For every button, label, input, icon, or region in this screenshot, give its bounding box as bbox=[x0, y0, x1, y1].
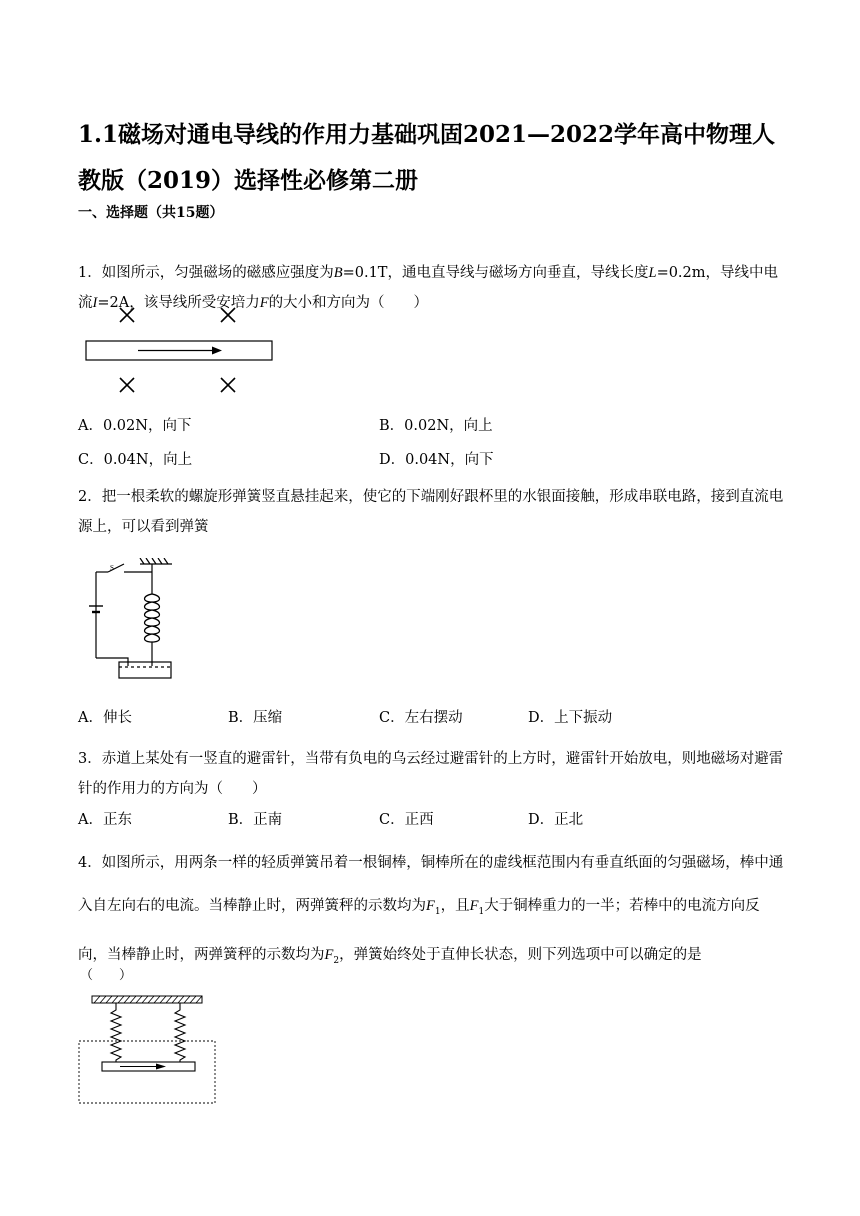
question-2-option-c[interactable]: C．左右摆动 bbox=[379, 710, 463, 726]
question-2-option-a[interactable]: A．伸长 bbox=[78, 710, 132, 726]
question-2-figure bbox=[86, 558, 186, 684]
question-3-option-c[interactable]: C．正西 bbox=[379, 812, 434, 828]
question-4-answer-paren: （ ） bbox=[80, 968, 133, 983]
question-2-option-d[interactable]: D．上下振动 bbox=[528, 710, 613, 726]
question-3-option-d[interactable]: D．正北 bbox=[528, 812, 584, 828]
svg-text:S: S bbox=[110, 564, 114, 572]
question-1-figure bbox=[80, 304, 280, 400]
question-3-option-a[interactable]: A．正东 bbox=[78, 812, 132, 828]
question-2-stem: 2．把一根柔软的螺旋形弹簧竖直悬挂起来，使它的下端刚好跟杯里的水银面接触，形成串联电路，接到直流电源上，可以看到弹簧 bbox=[78, 489, 784, 535]
question-1-option-d[interactable]: D．0.04N，向下 bbox=[379, 452, 494, 468]
question-4-stem: 4．如图所示，用两条一样的轻质弹簧吊着一根铜棒，铜棒所在的虚线框范围内有垂直纸面的匀强磁场，棒中通入自左向右的电流。当棒静止时，两弹簧秤的示数均为$F_1$，且$F_1$大于铜棒重力的一半；若棒中的电流方向反向，当棒静止时，两弹簧秤的示数均为$F_2$，弹簧始终处于直伸长状态，则下列选项中可以确定的是 bbox=[78, 855, 784, 966]
question-1-option-b[interactable]: B．0.02N，向上 bbox=[379, 418, 493, 434]
question-1-option-a[interactable]: A．0.02N，向下 bbox=[78, 418, 192, 434]
question-4-figure bbox=[76, 992, 222, 1108]
question-3-stem: 3．赤道上某处有一竖直的避雷针，当带有负电的乌云经过避雷针的上方时，避雷针开始放电，则地磁场对避雷针的作用力的方向为（ ） bbox=[78, 751, 784, 797]
question-3-option-b[interactable]: B．正南 bbox=[228, 812, 283, 828]
question-1-option-c[interactable]: C．0.04N，向上 bbox=[78, 452, 193, 468]
question-1-stem: 1．如图所示，匀强磁场的磁感应强度为B=0.1T，通电直导线与磁场方向垂直，导线长度L=0.2m，导线中电流I=2A，该导线所受安培力F的大小和方向为（ ） bbox=[78, 265, 779, 311]
question-2-option-b[interactable]: B．压缩 bbox=[228, 710, 283, 726]
section-heading: 一、选择题（共15题） bbox=[78, 205, 224, 221]
page-title: 1.1磁场对通电导线的作用力基础巩固2021—2022学年高中物理人教版（2019）选择性必修第二册 bbox=[78, 121, 776, 194]
